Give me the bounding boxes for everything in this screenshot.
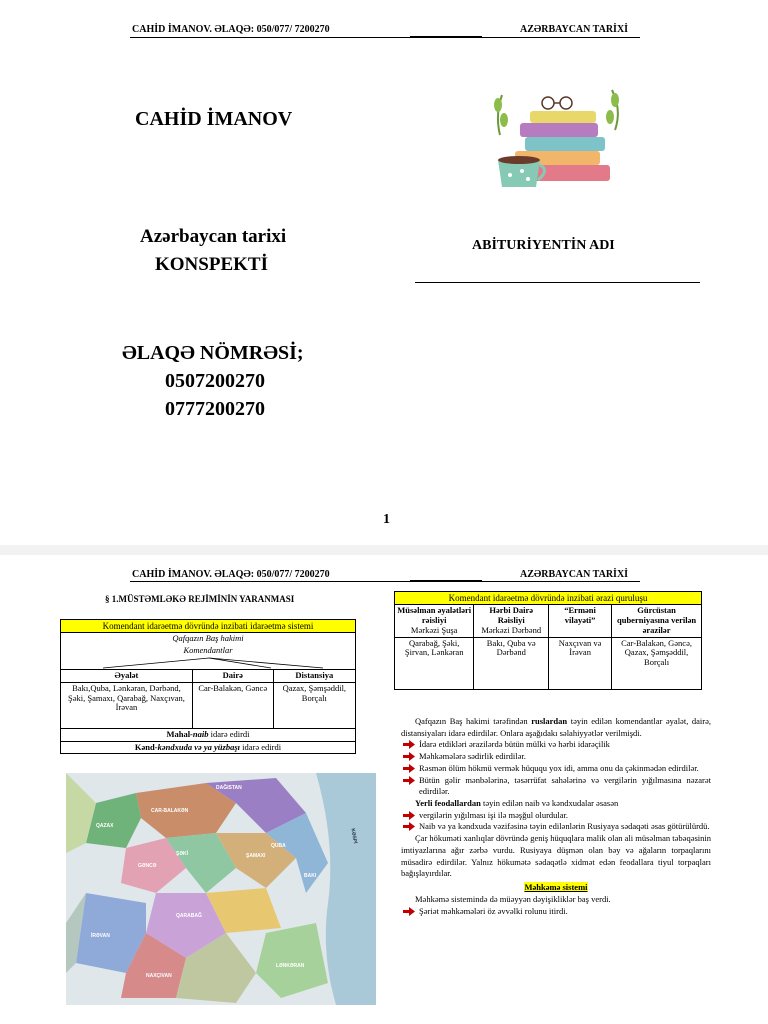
head-military-district: Hərbi Dairə Rəisliyi Mərkəzi Dərbənd [474,605,549,637]
subject-line-1: Azərbaycan tarixi [140,226,287,247]
admin-table-head-ruler: Qafqazın Baş hakimi [61,633,356,645]
right-text-column [401,716,711,917]
branch-arrows [63,656,355,670]
tsar-paragraph: Çar hökuməti xanlıqlar dövründə geniş hüquqlara malik olan ali müsəlman təbəqəsinin imtiyazlarına ağır zərbə vurdu. Rusiyaya düşmən olan bəy və ağaların torpaqlarını müsadirə edirdilər. Yalnız hökumətə sədaqətlə xidmət edən feodallara tiyul torpaqları bağışlayırdılar. [401,833,712,879]
author-name: CAHİD İMANOV [135,108,293,130]
mahal-label: Mahal- [166,728,193,739]
cell-muslim-provinces: Qarabağ, Şəki, Şirvan, Lənkəran [395,637,474,689]
mahal-naib: naib [192,728,209,739]
kend-row [61,741,356,754]
bullet-item: Bütün gəlir mənbələrinə, təsərrüfat sahələrinə və vergilərin yığılmasına nəzarət edirdilər. [401,775,711,798]
bullet-item: Şəriət məhkəmələri öz əvvəlki rolunu itirdi. [401,906,711,918]
map-label-samaxi: ŞAMAXI [246,853,266,859]
cell-georgian-governorate: Car-Balakən, Gəncə, Qazax, Şəmşəddil, Borçalı [612,637,702,689]
bullet-item: Naib və ya kəndxuda vəzifəsinə təyin edilənlərin Rusiyaya sədaqəti əsas götürülürdü. [401,821,711,833]
mahal-suffix: idarə edirdi [208,728,250,739]
bullet-item: Rəsmən ölüm hökmü vermək hüququ yox idi, amma onu da çəkinmədən edirdilər. [401,763,711,775]
mahal-row [61,728,356,741]
court-title: Məhkəmə sistemi [524,882,588,893]
page-number: 1 [383,512,390,527]
map-label-quba: QUBA [271,843,286,849]
map-label-baki: BAKI [304,873,317,879]
map-label-kaspi: KƏSPİ [349,827,358,845]
col-head-distansiya: Distansiya [273,670,355,683]
books-illustration [490,75,630,193]
page-separator [0,545,768,555]
court-title-wrap [401,882,711,894]
head-muslim-provinces: Müsəlman əyalətləri rəisliyi Mərkəzi Şuşa [395,605,474,637]
court-text: Məhkəmə sistemində də müəyyən dəyişikliklər baş verdi. [415,893,611,904]
arrow-right-icon [403,907,415,920]
page1-header-right: AZƏRBAYCAN TARİXİ [520,24,629,35]
admin-table-title: Komendant idarəetmə dövründə inzibati idarəetmə sistemi [61,620,356,633]
territory-table-title: Komendant idarəetmə dövründə inzibati ərazi quruluşu [395,592,702,605]
cell-military-district: Bakı, Quba və Dərbənd [474,637,549,689]
student-name-label: ABİTURİYENTİN ADI [472,238,615,253]
bullet-item: İdarə etdikləri ərazilərdə bütün mülki və hərbi idarəçilik [401,739,711,751]
kend-label: Kənd- [134,741,158,752]
section-title: § 1.MÜSTƏMLƏKƏ REJİMİNİN YARANMASI [105,594,295,604]
historical-map [66,773,376,1005]
map-label-seki: ŞƏKİ [176,851,188,857]
admin-table-commandants [61,645,356,670]
col-body-eyalet: Bakı,Quba, Lənkəran, Dərbənd, Şəki, Şamaxı, Qarabağ, Naxçıvan, İrəvan [61,682,193,728]
col-body-distansiya: Qazax, Şəmşəddil, Borçalı [273,682,355,728]
arrow-right-icon [403,822,415,835]
arrow-right-icon [403,776,415,789]
student-name-line [415,282,700,283]
phone-1: 0507200270 [165,370,265,392]
map-label-qazax: QAZAX [96,823,114,829]
page2-header-right: AZƏRBAYCAN TARİXİ [520,569,629,580]
header-underline [130,37,640,38]
feudal-line: Yerli feodallardan təyin edilən naib və kəndxudalar əsasən [415,798,619,809]
intro-paragraph: Qafqazın Baş hakimi tərəfindən ruslardan təyin edilən komendantlar əyalət, dairə, distansiyaları idarə edirdilər. Onlara aşağıdakı səlahiyyətlər verilmişdi. [401,716,711,738]
map-label-gence: GƏNCƏ [138,863,157,869]
commandants-label: Komendantlar [183,645,233,656]
cell-armenian-province: Naxçıvan və İrəvan [549,637,612,689]
col-head-eyalet: Əyalət [61,670,193,683]
col-body-daire: Car-Balakən, Gəncə [192,682,273,728]
contact-label: ƏLAQƏ NÖMRƏSİ; [122,342,304,364]
admin-system-table [60,619,356,754]
map-label-qarabag: QARABAĞ [176,913,202,919]
territorial-structure-table [394,591,702,690]
header-underline [130,581,640,582]
map-label-dagistan: DAĞISTAN [216,785,242,791]
col-head-daire: Dairə [192,670,273,683]
map-label-naxcivan: NAXÇIVAN [146,973,172,979]
kend-officials: kəndxuda və ya yüzbaşı [157,741,240,752]
bullet-item: vergilərin yığılması işi ilə məşğul olurdular. [401,810,711,822]
map-label-lenkeran: LƏNKƏRAN [276,963,305,969]
map-label-car-balaken: CAR-BALAKƏN [151,808,189,814]
subject-line-2: KONSPEKTİ [155,254,268,275]
page1-header-left: CAHİD İMANOV. ƏLAQƏ: 050/077/ 7200270 [132,24,330,35]
head-armenian-province: “Erməni vilayəti” [549,605,612,637]
phone-2: 0777200270 [165,398,265,420]
kend-suffix: idarə edirdi [240,741,282,752]
page2-header-left: CAHİD İMANOV. ƏLAQƏ: 050/077/ 7200270 [132,569,330,580]
map-label-irevan: İRƏVAN [91,933,110,939]
head-georgian-governorate: Gürcüstan quberniyasına verilən ərazilər [612,605,702,637]
bullet-item: Məhkəmələrə sədirlik edirdilər. [401,751,711,763]
